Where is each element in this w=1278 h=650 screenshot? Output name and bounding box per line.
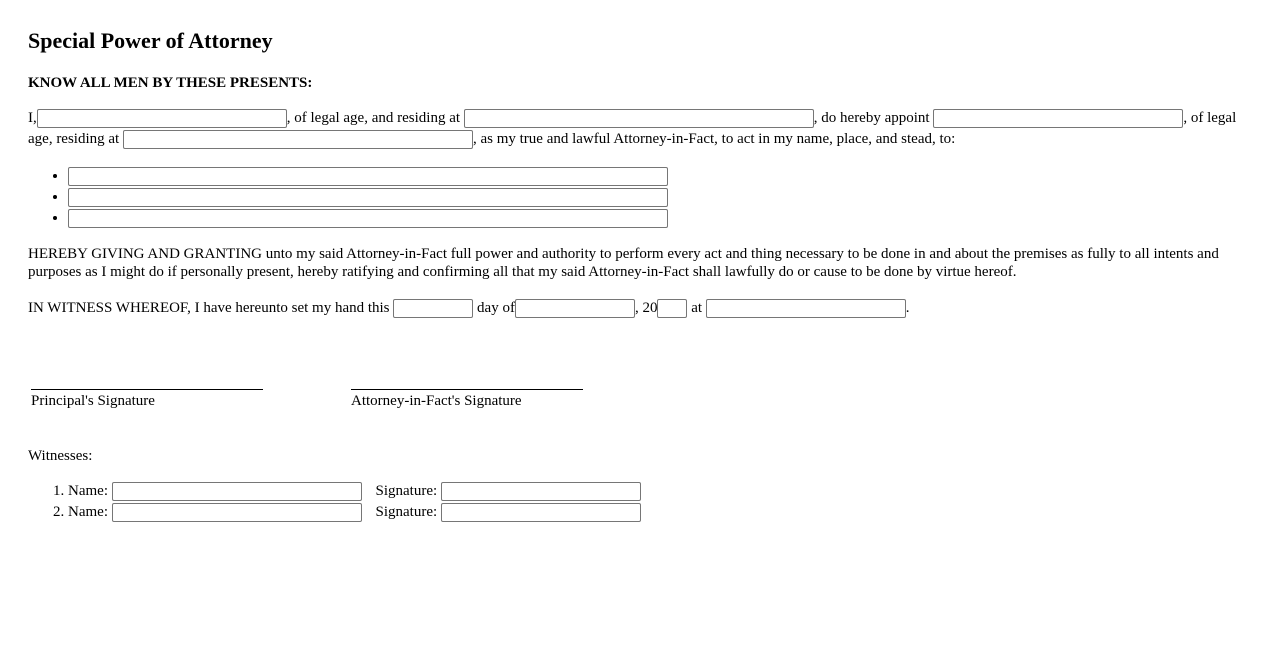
text-year-prefix: , 20	[634, 300, 658, 316]
witness-whereof-line	[28, 298, 910, 319]
list-item	[68, 166, 668, 187]
witnesses-label: Witnesses:	[28, 448, 93, 464]
text-appoint: , do hereby appoint	[813, 110, 930, 126]
witness-list	[28, 481, 641, 523]
attorney-address-input[interactable]	[123, 130, 473, 149]
subheading: KNOW ALL MEN BY THESE PRESENTS:	[28, 75, 313, 91]
page-title: Special Power of Attorney	[28, 28, 273, 53]
text-witness-whereof: IN WITNESS WHEREOF, I have hereunto set my hand this	[28, 300, 390, 316]
text-period: .	[905, 300, 910, 316]
duty-input-1[interactable]	[68, 167, 668, 186]
day-input[interactable]	[393, 299, 473, 318]
list-item	[68, 208, 668, 229]
duties-list	[28, 166, 668, 229]
duty-input-3[interactable]	[68, 209, 668, 228]
witness-1-signature-input[interactable]	[441, 482, 641, 501]
list-item	[68, 481, 641, 502]
list-item	[68, 502, 641, 523]
duty-input-2[interactable]	[68, 188, 668, 207]
witness-1-name-input[interactable]	[112, 482, 362, 501]
text-attorney-residing: , of legal age, residing at	[28, 110, 1237, 147]
text-day-of: day of	[477, 300, 515, 316]
text-true-lawful: , as my true and lawful Attorney-in-Fact, to act in my name, place, and stead, to:	[472, 131, 956, 147]
witness-signature-label: Signature:	[375, 504, 438, 520]
granting-paragraph: HEREBY GIVING AND GRANTING unto my said Attorney-in-Fact full power and authority to perform every act and thing necessary to be done in and about the premises as fully to all intents and purposes as I might do if personally present, hereby ratifying and confirming all that my said Attorney-in-Fact shall lawfully do or cause to be done by virtue hereof.	[28, 246, 1219, 280]
text-residing: , of legal age, and residing at	[286, 110, 461, 126]
attorney-signature-line: Attorney-in-Fact's Signature	[351, 389, 583, 411]
year-input[interactable]	[657, 299, 687, 318]
witness-name-label: Name:	[68, 483, 108, 499]
place-input[interactable]	[706, 299, 906, 318]
witness-2-signature-input[interactable]	[441, 503, 641, 522]
witness-2-name-input[interactable]	[112, 503, 362, 522]
witness-signature-label: Signature:	[375, 483, 438, 499]
attorney-name-input[interactable]	[933, 109, 1183, 128]
month-input[interactable]	[515, 299, 635, 318]
text-i: I,	[28, 110, 37, 126]
witness-name-label: Name:	[68, 504, 108, 520]
principal-signature-line: Principal's Signature	[31, 389, 263, 411]
principal-name-input[interactable]	[37, 109, 287, 128]
principal-address-input[interactable]	[464, 109, 814, 128]
list-item	[68, 187, 668, 208]
appointment-paragraph	[28, 108, 1250, 150]
text-at: at	[691, 300, 703, 316]
